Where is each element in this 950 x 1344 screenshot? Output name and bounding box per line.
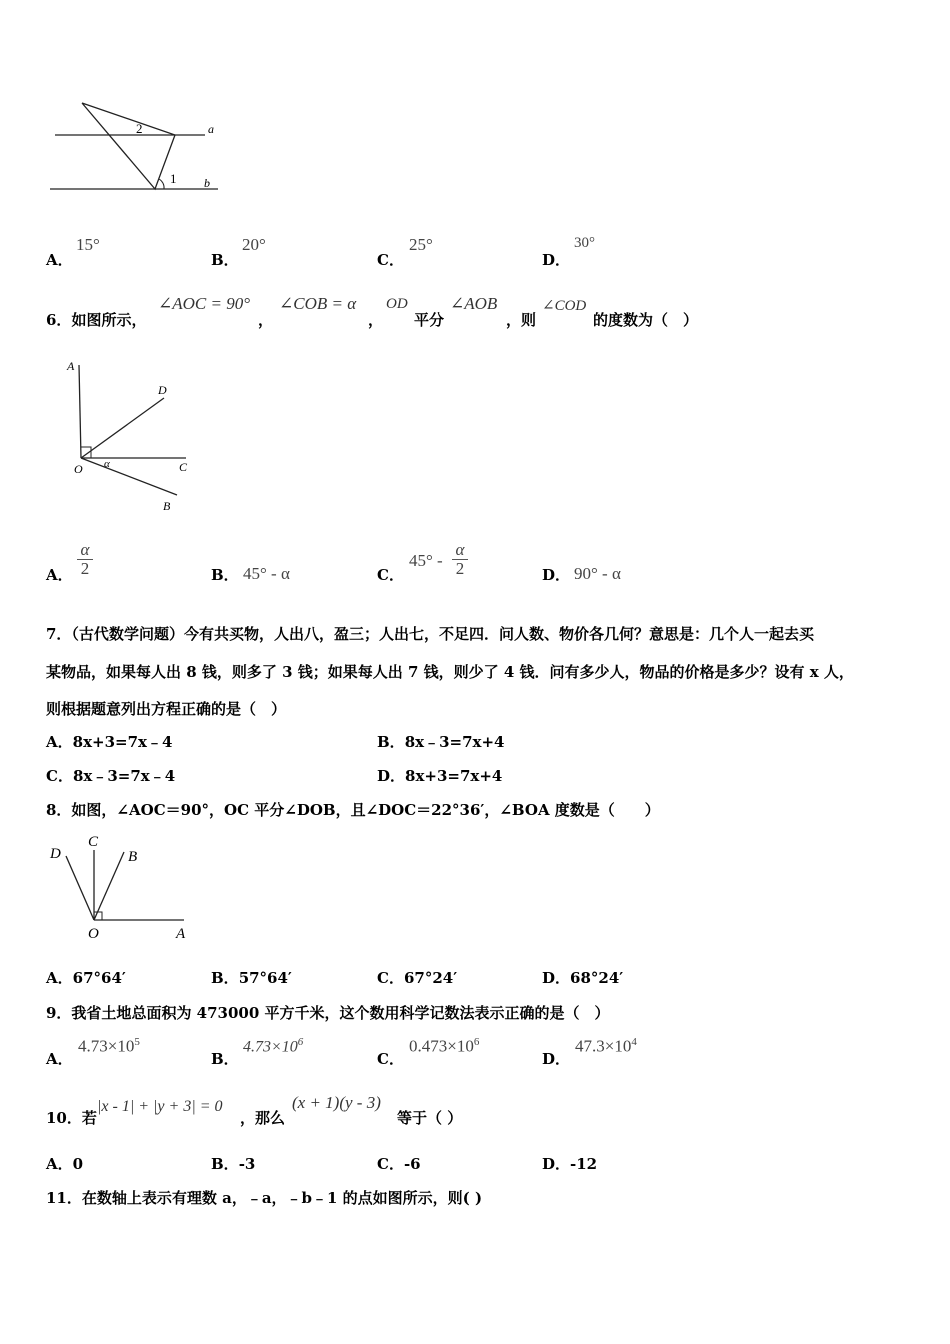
q8-label-b: B	[128, 849, 138, 865]
q6-option-b-value: 45° - α	[243, 564, 290, 583]
q6-option-a-fraction	[77, 541, 93, 578]
q6-number: 6．	[46, 311, 72, 329]
q6-text-5: ，则	[506, 311, 537, 329]
q6-ray-od	[81, 398, 164, 458]
q9-option-c-exponent: 6	[473, 1036, 480, 1048]
q7-line-3: 则根据题意列出方程正确的是（ ）	[46, 700, 287, 718]
q6-ray-oa	[79, 365, 81, 458]
q9-option-b-exponent: 6	[297, 1036, 304, 1048]
q10-option-b[interactable]	[211, 1153, 255, 1174]
q6-option-d-value: 90° - α	[574, 564, 621, 583]
q9-option-a-exponent: 5	[134, 1036, 140, 1048]
q5-option-c-letter: C．	[377, 251, 404, 269]
q10-option-c-value: -6	[403, 1155, 421, 1173]
q6-text-1: 如图所示，	[71, 311, 147, 329]
q8-label-o: O	[88, 926, 99, 942]
q8-option-c-value: 67°24′	[403, 969, 458, 987]
q6-option-a-den: 2	[80, 559, 90, 578]
q5-option-d-value: 30°	[574, 235, 595, 251]
q6-math-4: ∠AOB	[450, 294, 498, 313]
q6-option-c[interactable]	[377, 564, 404, 585]
q10-option-a[interactable]	[46, 1153, 83, 1174]
q6-option-d-letter: D．	[542, 566, 571, 584]
q6-option-c-pre: 45° -	[409, 551, 443, 570]
q6-label-d: D	[158, 383, 167, 397]
q5-option-a[interactable]	[46, 249, 73, 270]
q6-stem	[46, 309, 146, 330]
q6-option-a[interactable]	[46, 564, 73, 585]
q6-label-a: A	[67, 359, 75, 373]
q9-option-d-value	[575, 1036, 637, 1057]
q8-ray-od	[66, 856, 94, 920]
q8-stem: 8．如图，∠AOC＝90°，OC 平分∠DOB，且∠DOC＝22°36′，∠BOA 度数是（ ）	[46, 801, 660, 819]
q5-option-b[interactable]	[211, 249, 239, 270]
q9-option-c-value	[409, 1036, 479, 1057]
q5-label-a: a	[208, 122, 214, 136]
q9-option-a-letter: A．	[46, 1050, 73, 1068]
q9-option-b-value	[243, 1036, 303, 1056]
q8-option-d-value: 68°24′	[570, 969, 624, 987]
q5-option-a-value: 15°	[76, 235, 100, 254]
q6-math-1: ∠AOC = 90°	[158, 294, 251, 313]
q10-text-2: ，那么	[240, 1109, 286, 1127]
q10-math-1: |x - 1| + |y + 3| = 0	[97, 1098, 223, 1115]
q7-option-b-value: 8x﹣3=7x+4	[404, 733, 505, 751]
q5-label-1: 1	[170, 171, 177, 186]
q10-text-1: 10．若	[46, 1109, 97, 1127]
q5-angle-arc	[159, 179, 164, 189]
q7-option-d-value: 8x+3=7x+4	[405, 767, 503, 785]
q5-option-b-value: 20°	[242, 235, 266, 254]
q9-option-b[interactable]	[211, 1048, 239, 1069]
q7-option-c-letter: C．	[46, 767, 73, 785]
q7-option-b[interactable]	[377, 731, 504, 752]
q10-option-d-letter: D．	[542, 1155, 571, 1173]
q5-triangle	[82, 103, 175, 189]
q10-option-b-value: -3	[238, 1155, 256, 1173]
q8-option-b-letter: B．	[211, 969, 239, 987]
q6-option-c-den: 2	[455, 559, 465, 578]
q7-line-1: 7．（古代数学问题）今有共买物，人出八，盈三；人出七，不足四．问人数、物价各几何？意思是：几个人一起去买	[46, 625, 814, 643]
q10-option-c[interactable]	[377, 1153, 421, 1174]
q6-text-4: 平分	[414, 311, 445, 329]
q9-option-a[interactable]	[46, 1048, 73, 1069]
q5-option-c-value: 25°	[409, 235, 433, 254]
q5-option-b-letter: B．	[211, 251, 239, 269]
q6-math-5: ∠COD	[542, 298, 587, 314]
q5-option-a-letter: A．	[46, 251, 73, 269]
q6-ray-ob	[81, 458, 177, 495]
q8-label-d: D	[50, 846, 61, 862]
q8-option-d[interactable]	[542, 967, 623, 988]
q5-option-d[interactable]	[542, 249, 570, 270]
q10-option-d[interactable]	[542, 1153, 597, 1174]
q8-option-a-letter: A．	[46, 969, 73, 987]
q6-text-2: ，	[258, 311, 274, 329]
q9-option-a-value	[78, 1036, 140, 1057]
q8-option-a[interactable]	[46, 967, 126, 988]
q5-option-c[interactable]	[377, 249, 404, 270]
q6-text-3: ，	[368, 311, 384, 329]
q9-option-c[interactable]	[377, 1048, 404, 1069]
q9-stem: 9．我省土地总面积为 473000 平方千米，这个数用科学记数法表示正确的是（ ）	[46, 1004, 610, 1022]
q9-option-d[interactable]	[542, 1048, 570, 1069]
q7-option-d-letter: D．	[377, 767, 406, 785]
q6-option-d[interactable]	[542, 564, 570, 585]
q10-option-d-value: -12	[570, 1155, 598, 1173]
q9-option-c-letter: C．	[377, 1050, 404, 1068]
q8-option-b[interactable]	[211, 967, 292, 988]
q8-option-a-value: 67°64′	[72, 969, 126, 987]
q7-option-c-value: 8x﹣3=7x﹣4	[72, 767, 176, 785]
q6-option-c-num: α	[455, 540, 465, 559]
q10-option-b-letter: B．	[211, 1155, 239, 1173]
q9-option-b-letter: B．	[211, 1050, 239, 1068]
q7-option-a[interactable]	[46, 731, 172, 752]
q7-line-2: 某物品，如果每人出 8 钱，则多了 3 钱；如果每人出 7 钱，则少了 4 钱．问有多少人，物品的价格是多少？设有 x 人，	[46, 663, 854, 681]
q5-figure	[40, 95, 230, 200]
q10-option-c-letter: C．	[377, 1155, 404, 1173]
q8-figure	[44, 828, 204, 944]
q8-option-d-letter: D．	[542, 969, 571, 987]
q8-option-c[interactable]	[377, 967, 457, 988]
q5-label-2: 2	[136, 121, 143, 136]
q6-text-6: 的度数为（ ）	[593, 311, 699, 329]
q8-option-c-letter: C．	[377, 969, 404, 987]
q9-option-d-exponent: 4	[631, 1036, 637, 1048]
q10-option-a-letter: A．	[46, 1155, 73, 1173]
q11-stem: 11．在数轴上表示有理数 a，﹣a，﹣b﹣1 的点如图所示，则( )	[46, 1189, 483, 1207]
q7-option-b-letter: B．	[377, 733, 405, 751]
q7-option-c[interactable]	[46, 765, 175, 786]
q6-math-3: OD	[386, 296, 408, 312]
q6-option-a-num: α	[80, 540, 90, 559]
q7-option-d[interactable]	[377, 765, 502, 786]
q10-option-a-value: 0	[72, 1155, 84, 1173]
q10-text-3: 等于（ ）	[397, 1109, 463, 1127]
q9-option-a-mantissa: 4.73×10	[78, 1036, 135, 1056]
q5-label-b: b	[204, 176, 210, 190]
q8-label-a: A	[176, 926, 186, 942]
q6-option-b-letter: B．	[211, 566, 239, 584]
q6-label-c: C	[179, 460, 188, 474]
q8-label-c: C	[88, 834, 99, 850]
q6-label-b: B	[163, 499, 171, 513]
q6-option-a-letter: A．	[46, 566, 73, 584]
q6-label-alpha: α	[104, 458, 110, 470]
q6-figure	[60, 355, 200, 515]
q9-option-d-letter: D．	[542, 1050, 571, 1068]
q6-math-2: ∠COB = α	[279, 294, 357, 313]
q9-option-b-mantissa: 4.73×10	[243, 1038, 298, 1056]
q7-option-a-letter: A．	[46, 733, 73, 751]
q7-option-a-value: 8x+3=7x﹣4	[72, 733, 173, 751]
q6-option-c-letter: C．	[377, 566, 404, 584]
q9-option-c-mantissa: 0.473×10	[409, 1036, 474, 1056]
q9-option-d-mantissa: 47.3×10	[575, 1036, 632, 1056]
q8-ray-ob	[94, 852, 124, 920]
q6-option-c-fraction	[452, 541, 468, 578]
q5-option-d-letter: D．	[542, 251, 571, 269]
q8-option-b-value: 57°64′	[238, 969, 292, 987]
q6-option-b[interactable]	[211, 564, 239, 585]
q10-math-2: (x + 1)(y - 3)	[292, 1093, 381, 1112]
q6-label-o: O	[74, 462, 83, 476]
